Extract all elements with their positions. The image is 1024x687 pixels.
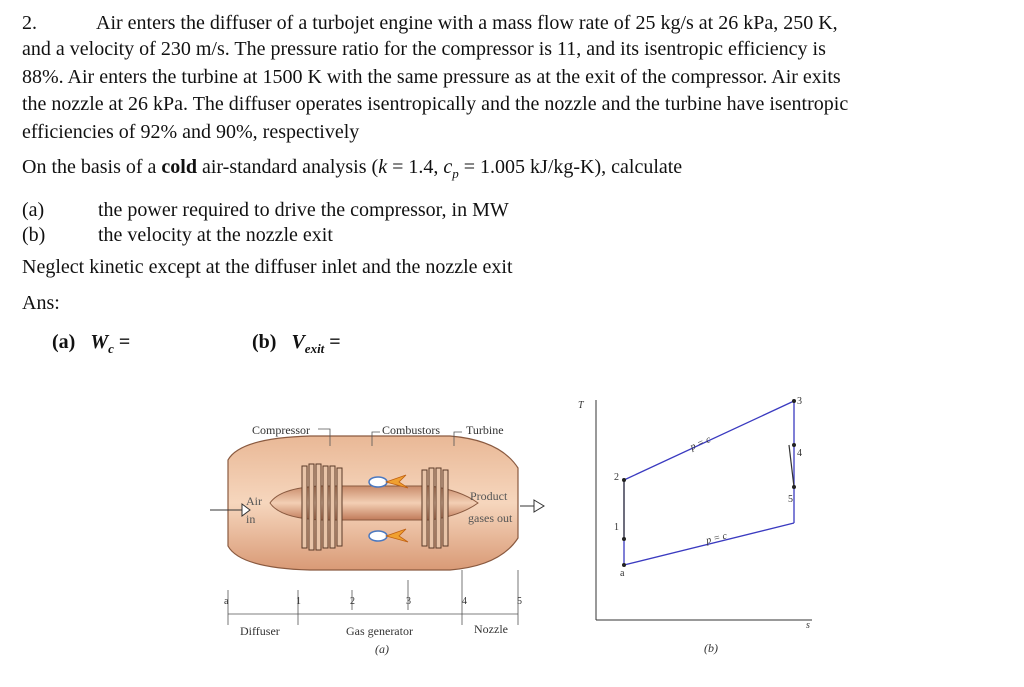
answer-b-sub: exit	[304, 341, 325, 356]
label-air: Air	[246, 494, 262, 508]
cp-symbol: c	[443, 156, 453, 178]
label-combustors: Combustors	[382, 423, 441, 437]
answer-b-label: (b)	[252, 331, 277, 353]
answer-a-label: (a)	[52, 331, 76, 353]
problem-body	[22, 36, 1012, 146]
p-const-top: p = c	[688, 434, 713, 453]
label-diffuser: Diffuser	[240, 624, 280, 638]
caption-a: (a)	[375, 642, 389, 656]
question-b-label: (b)	[22, 224, 46, 246]
neglect-note: Neglect kinetic except at the diffuser inlet and the nozzle exit	[22, 256, 513, 278]
station-a: a	[224, 596, 229, 607]
problem-line-2: and a velocity of 230 m/s. The pressure ratio for the compressor is 11, and its isentropic efficiency is	[22, 38, 826, 60]
caption-b: (b)	[704, 641, 718, 655]
cp-subscript: p	[452, 166, 459, 181]
problem-number: 2.	[22, 12, 37, 34]
basis-bold: cold	[161, 156, 197, 178]
answer-a	[52, 331, 130, 360]
turbojet-diagram	[200, 400, 560, 660]
station-3: 3	[406, 596, 411, 607]
problem-line-1: Air enters the diffuser of a turbojet engine with a mass flow rate of 25 kg/s at 26 kPa, 250 K,	[96, 12, 838, 34]
label-gases-out: gases out	[468, 511, 513, 525]
station-5: 5	[517, 596, 522, 607]
state-4: 4	[797, 448, 802, 459]
isentropic-lines	[624, 445, 794, 539]
problem-line-3: 88%. Air enters the turbine at 1500 K with the same pressure as at the exit of the compressor. Air exits	[22, 65, 841, 88]
answer-a-eq: =	[113, 331, 131, 353]
label-product: Product	[470, 489, 508, 503]
label-in: in	[246, 512, 256, 526]
answer-b-eq: =	[324, 331, 341, 353]
answer-b-var: V	[291, 331, 305, 353]
basis-prefix: On the basis of a	[22, 156, 162, 178]
answer-b	[252, 331, 341, 360]
label-gas-generator: Gas generator	[346, 624, 413, 638]
question-a-label: (a)	[22, 199, 45, 221]
state-5: 5	[788, 494, 793, 505]
ans-label: Ans:	[22, 292, 60, 314]
station-lines	[228, 570, 518, 625]
state-a: a	[620, 568, 625, 579]
answer-a-var: W	[90, 331, 109, 353]
s-axis-label: s	[806, 620, 810, 631]
question-b-text: the velocity at the nozzle exit	[98, 224, 333, 246]
k-symbol: k	[378, 156, 388, 178]
state-2: 2	[614, 472, 619, 483]
state-1: 1	[614, 522, 619, 533]
label-turbine: Turbine	[466, 423, 504, 437]
answer-a-sub: c	[108, 341, 114, 356]
station-1: 1	[296, 596, 301, 607]
ts-diagram	[590, 395, 820, 630]
basis-line	[22, 156, 682, 185]
cp-value: = 1.005 kJ/kg-K), calculate	[458, 156, 683, 178]
problem-line-4: the nozzle at 26 kPa. The diffuser operates isentropically and the nozzle and the turbine have isentropic	[22, 93, 849, 115]
state-3: 3	[797, 396, 802, 407]
p-const-bottom: p = c	[704, 530, 729, 547]
label-compressor: Compressor	[252, 423, 310, 437]
exhaust-arrow	[520, 500, 544, 512]
problem-line-5: efficiencies of 92% and 90%, respectively	[22, 120, 360, 143]
t-axis-label: T	[578, 400, 584, 411]
station-4: 4	[462, 596, 467, 607]
basis-suffix: air-standard analysis (	[196, 156, 379, 178]
question-a-text: the power required to drive the compressor, in MW	[98, 199, 509, 221]
k-value: = 1.4,	[387, 156, 444, 178]
label-nozzle: Nozzle	[474, 622, 508, 636]
station-2: 2	[350, 596, 355, 607]
